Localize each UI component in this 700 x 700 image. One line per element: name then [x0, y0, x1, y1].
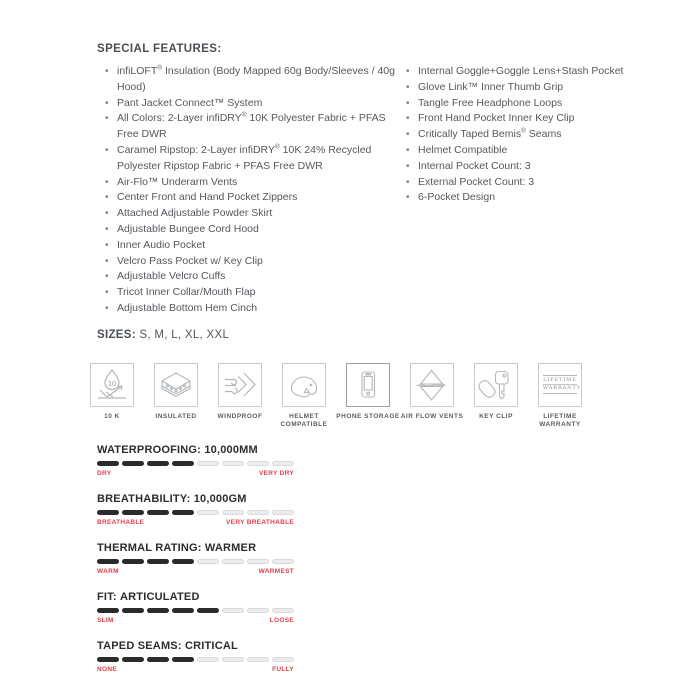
feature-text: Inner Audio Pocket [117, 238, 206, 251]
rating-bar [97, 559, 294, 564]
bullet-icon: • [105, 302, 109, 314]
rating-fit [97, 591, 294, 624]
feature-text: infiLOFT® Insulation (Body Mapped 60g Body/Sleeves / 40g Hood) [117, 64, 395, 93]
svg-text:10: 10 [107, 378, 117, 388]
feature-item [105, 96, 398, 112]
rating-value: ARTICULATED [120, 590, 200, 603]
badge-label: WINDPROOF [217, 412, 263, 420]
segment-filled [97, 559, 119, 564]
segment-empty [247, 461, 269, 466]
bullet-icon: • [105, 208, 109, 220]
rating-label: WATERPROOFING: [97, 443, 202, 456]
ratings-section [97, 444, 700, 673]
key-icon [478, 367, 514, 403]
feature-text: Center Front and Hand Pocket Zippers [117, 191, 298, 204]
rating-bar [97, 657, 294, 662]
badge-label: PHONE STORAGE [336, 412, 400, 420]
segment-empty [272, 559, 294, 564]
rating-waterproofing [97, 444, 294, 477]
segment-filled [147, 510, 169, 515]
badge-key-clip [474, 363, 518, 429]
rating-title [97, 542, 294, 554]
bullet-icon: • [105, 255, 109, 267]
segment-empty [222, 461, 244, 466]
feature-item [406, 175, 646, 191]
lifetime-warranty-icon [543, 375, 581, 394]
badge-box [154, 363, 198, 407]
segment-filled [172, 510, 194, 515]
segment-filled [97, 608, 119, 613]
badge-label: KEY CLIP [479, 412, 513, 420]
range-min-label: WARM [97, 567, 119, 575]
range-min-label: BREATHABLE [97, 518, 145, 526]
segment-filled [172, 657, 194, 662]
range-max-label: WARMEST [258, 567, 294, 575]
segment-empty [247, 559, 269, 564]
badge-box [218, 363, 262, 407]
lifetime-warranty-box-line2: WARRANTY [543, 385, 581, 392]
sizes-value: S, M, L, XL, XXL [139, 328, 230, 341]
feature-item [406, 159, 646, 175]
bullet-icon: • [406, 192, 410, 204]
badge-label: INSULATED [155, 412, 197, 420]
segment-empty [272, 657, 294, 662]
badge-box [90, 363, 134, 407]
feature-item [105, 111, 398, 143]
feature-item [105, 301, 398, 317]
feature-item [105, 175, 398, 191]
rating-thermal [97, 542, 294, 575]
sizes-label: SIZES: [97, 328, 136, 341]
bullet-icon: • [406, 66, 410, 77]
rating-label: FIT: [97, 590, 117, 603]
segment-filled [147, 461, 169, 466]
bullet-icon: • [105, 66, 109, 77]
rating-label: THERMAL RATING: [97, 541, 202, 554]
phone-icon [350, 367, 386, 403]
badge-helmet [282, 363, 326, 429]
feature-item [105, 190, 398, 206]
segment-empty [272, 510, 294, 515]
badge-windproof [218, 363, 262, 429]
feature-text: Internal Pocket Count: 3 [418, 159, 531, 172]
rating-range-labels [97, 519, 294, 526]
rating-taped-seams [97, 640, 294, 673]
segment-empty [197, 461, 219, 466]
feature-item [406, 127, 646, 143]
range-min-label: NONE [97, 665, 117, 673]
segment-filled [97, 657, 119, 662]
helmet-icon [286, 367, 322, 403]
feature-text: Attached Adjustable Powder Skirt [117, 207, 273, 220]
feature-text: Critically Taped Bemis® Seams [418, 127, 562, 141]
segment-filled [172, 559, 194, 564]
bullet-icon: • [406, 129, 410, 141]
segment-empty [197, 559, 219, 564]
badge-lifetime-warranty [538, 363, 582, 429]
bullet-icon: • [105, 239, 109, 251]
segment-empty [222, 559, 244, 564]
bullet-icon: • [105, 223, 109, 235]
badge-box [346, 363, 390, 407]
badge-insulated [154, 363, 198, 429]
segment-empty [272, 608, 294, 613]
feature-text: All Colors: 2-Layer infiDRY® 10K Polyester Fabric + PFAS Free DWR [117, 111, 386, 141]
feature-item [105, 206, 398, 222]
feature-text: Velcro Pass Pocket w/ Key Clip [117, 254, 263, 267]
feature-item [406, 190, 646, 206]
segment-filled [122, 510, 144, 515]
feature-item [105, 254, 398, 270]
segment-filled [147, 559, 169, 564]
segment-filled [122, 461, 144, 466]
segment-filled [122, 559, 144, 564]
sizes-line [97, 329, 700, 341]
features-list-left [97, 64, 398, 317]
bullet-icon: • [105, 271, 109, 283]
segment-filled [172, 608, 194, 613]
bullet-icon: • [406, 113, 410, 125]
rating-breathability [97, 493, 294, 526]
segment-filled [97, 461, 119, 466]
segment-empty [222, 657, 244, 662]
insulated-icon [158, 367, 194, 403]
segment-empty [247, 657, 269, 662]
badge-label: HELMET COMPATIBLE [280, 412, 328, 428]
feature-item [105, 269, 398, 285]
segment-empty [222, 510, 244, 515]
bullet-icon: • [105, 144, 109, 156]
rating-bar [97, 461, 294, 466]
feature-text: Helmet Compatible [418, 143, 508, 156]
feature-text: Front Hand Pocket Inner Key Clip [418, 112, 575, 125]
badge-airflow [400, 363, 464, 429]
windproof-icon [222, 367, 258, 403]
segment-filled [97, 510, 119, 515]
feature-text: Adjustable Velcro Cuffs [117, 270, 226, 283]
feature-item [406, 111, 646, 127]
feature-text: Tangle Free Headphone Loops [418, 96, 563, 109]
bullet-icon: • [105, 97, 109, 109]
rating-title [97, 640, 294, 652]
rating-value: 10,000GM [193, 492, 247, 505]
badge-label: AIR FLOW VENTS [400, 412, 464, 420]
feature-item [105, 238, 398, 254]
rating-title [97, 493, 294, 505]
bullet-icon: • [105, 192, 109, 204]
bullet-icon: • [105, 113, 109, 125]
rating-value: 10,000MM [204, 443, 258, 456]
rating-range-labels [97, 617, 294, 624]
badge-phone-storage [336, 363, 400, 429]
bullet-icon: • [406, 160, 410, 172]
rating-range-labels [97, 666, 294, 673]
rating-bar [97, 510, 294, 515]
feature-item [406, 64, 646, 80]
10k-icon [94, 367, 130, 403]
feature-item [406, 96, 646, 112]
feature-text: 6-Pocket Design [418, 191, 496, 204]
feature-text: Adjustable Bottom Hem Cinch [117, 301, 258, 314]
rating-value: CRITICAL [184, 639, 238, 652]
rating-title [97, 591, 294, 603]
bullet-icon: • [406, 144, 410, 156]
range-max-label: LOOSE [269, 616, 294, 624]
rating-range-labels [97, 568, 294, 575]
segment-filled [122, 657, 144, 662]
feature-item [406, 80, 646, 96]
segment-empty [222, 608, 244, 613]
badge-10k [90, 363, 134, 429]
segment-filled [147, 608, 169, 613]
badge-box [282, 363, 326, 407]
feature-text: Pant Jacket Connect™ System [117, 96, 263, 109]
segment-filled [172, 461, 194, 466]
badge-label: LIFETIME WARRANTY [539, 412, 581, 428]
special-features-heading: SPECIAL FEATURES: [97, 43, 222, 55]
feature-item [105, 143, 398, 175]
feature-text: Adjustable Bungee Cord Hood [117, 222, 259, 235]
badge-box [474, 363, 518, 407]
rating-title [97, 444, 294, 456]
segment-filled [197, 608, 219, 613]
segment-filled [147, 657, 169, 662]
feature-item [105, 222, 398, 238]
feature-text: Caramel Ripstop: 2-Layer infiDRY® 10K 24% Recycled Polyester Ripstop Fabric + PFAS Free DWR [117, 143, 372, 172]
segment-empty [197, 510, 219, 515]
rating-bar [97, 608, 294, 613]
range-max-label: VERY BREATHABLE [226, 518, 294, 526]
feature-item [105, 285, 398, 301]
rating-label: TAPED SEAMS: [97, 639, 182, 652]
special-features-columns [97, 64, 700, 317]
feature-item [105, 64, 398, 96]
bullet-icon: • [406, 97, 410, 109]
feature-text: Glove Link™ Inner Thumb Grip [418, 80, 564, 93]
range-max-label: FULLY [272, 665, 294, 673]
segment-empty [197, 657, 219, 662]
bullet-icon: • [406, 81, 410, 93]
badge-box [538, 363, 582, 407]
airflow-icon [414, 367, 450, 403]
features-list-right [398, 64, 646, 317]
segment-empty [247, 510, 269, 515]
bullet-icon: • [406, 176, 410, 188]
feature-badges-row [90, 363, 700, 429]
range-min-label: DRY [97, 469, 112, 477]
feature-text: Internal Goggle+Goggle Lens+Stash Pocket [418, 65, 624, 77]
badge-label: 10 K [104, 412, 120, 420]
badge-box [410, 363, 454, 407]
segment-filled [122, 608, 144, 613]
segment-empty [247, 608, 269, 613]
rating-range-labels [97, 470, 294, 477]
segment-empty [272, 461, 294, 466]
lifetime-warranty-box-line1: LIFETIME [543, 377, 577, 384]
feature-text: Air-Flo™ Underarm Vents [117, 175, 238, 188]
bullet-icon: • [105, 176, 109, 188]
bullet-icon: • [105, 287, 109, 299]
feature-text: Tricot Inner Collar/Mouth Flap [117, 286, 256, 299]
rating-value: WARMER [204, 541, 257, 554]
feature-item [406, 143, 646, 159]
rating-label: BREATHABILITY: [97, 492, 191, 505]
feature-text: External Pocket Count: 3 [418, 175, 535, 188]
range-min-label: SLIM [97, 616, 114, 624]
range-max-label: VERY DRY [258, 469, 294, 477]
